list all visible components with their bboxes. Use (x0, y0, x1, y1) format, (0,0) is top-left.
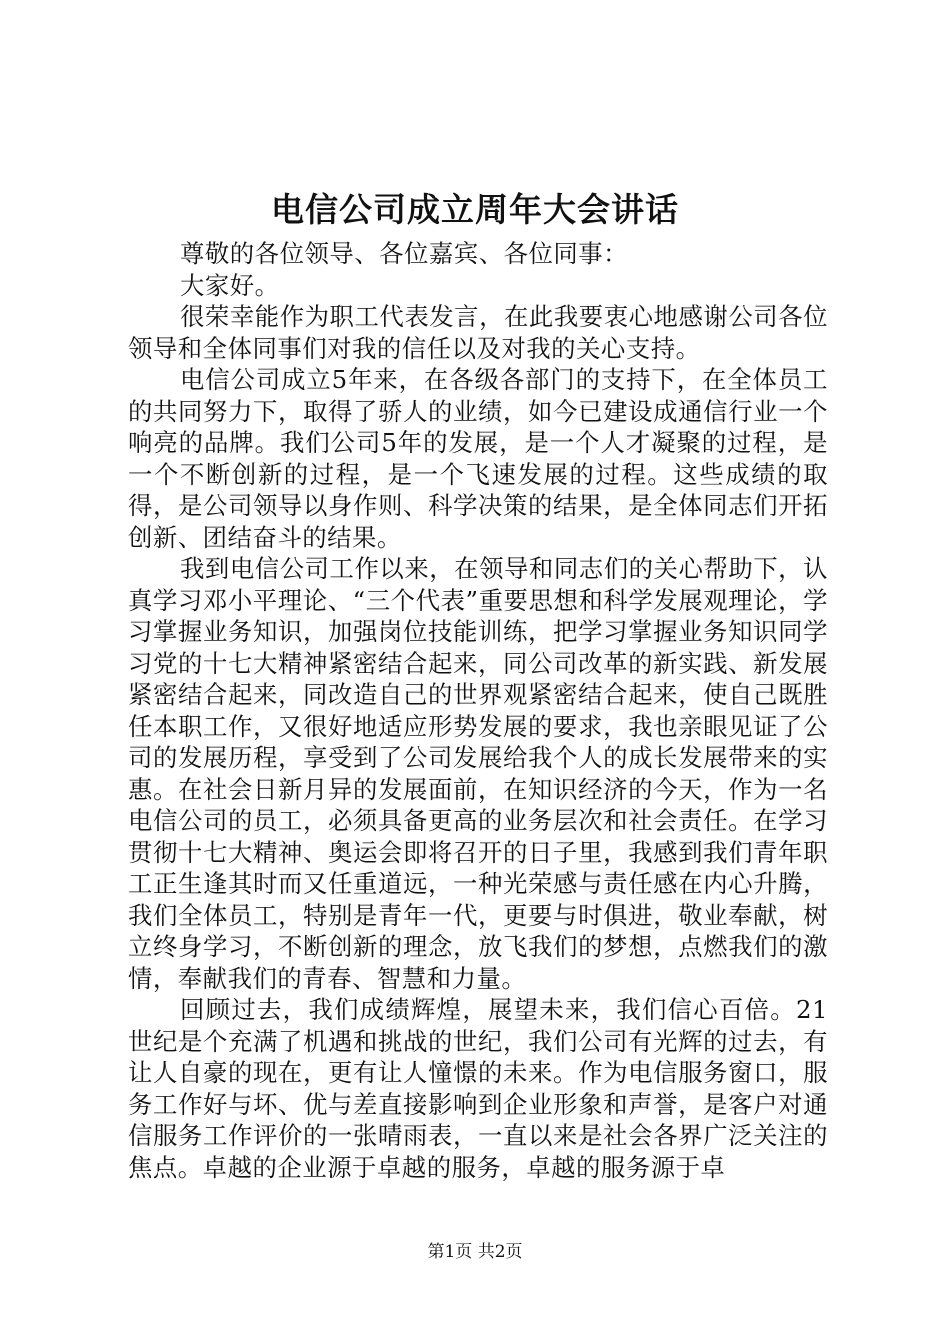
greeting: 大家好。 (180, 270, 280, 300)
paragraph: 我到电信公司工作以来，在领导和同志们的关心帮助下，认真学习邓小平理论、“三个代表”重要思想和科学发展观理论，学习掌握业务知识，加强岗位技能训练，把学习掌握业务知识同学习党的十七大精神紧密结合起来，同公司改革的新实践、新发展紧密结合起来，同改造自己的世界观紧密结合起来，使自己既胜任本职工作，又很好地适应形势发展的要求，我也亲眼见证了公司的发展历程，享受到了公司发展给我个人的成长发展带来的实惠。在社会日新月异的发展面前，在知识经济的今天，作为一名电信公司的员工，必须具备更高的业务层次和社会责任。在学习贯彻十七大精神、奥运会即将召开的日子里，我感到我们青年职工正生逢其时而又任重道远，一种光荣感与责任感在内心升腾，我们全体员工，特别是青年一代，更要与时俱进，敬业奉献，树立终身学习，不断创新的理念，放飞我们的梦想，点燃我们的激情，奉献我们的青春、智慧和力量。 (128, 554, 828, 993)
document-title: 电信公司成立周年大会讲话 (271, 190, 679, 229)
paragraph: 回顾过去，我们成绩辉煌，展望未来，我们信心百倍。21世纪是个充满了机遇和挑战的世纪，我们公司有光辉的过去，有让人自豪的现在，更有让人憧憬的未来。作为电信服务窗口，服务工作好与坏、优与差直接影响到企业形象和声誉，是客户对通信服务工作评价的一张晴雨表，一直以来是社会各界广泛关注的焦点。卓越的企业源于卓越的服务，卓越的服务源于卓 (128, 995, 828, 1182)
document-body (128, 238, 828, 1183)
paragraph: 电信公司成立5年来，在各级各部门的支持下，在全体员工的共同努力下，取得了骄人的业绩，如今已建设成通信行业一个响亮的品牌。我们公司5年的发展，是一个人才凝聚的过程，是一个不断创新的过程，是一个飞速发展的过程。这些成绩的取得，是公司领导以身作则、科学决策的结果，是全体同志们开拓创新、团结奋斗的结果。 (128, 365, 828, 552)
salutation: 尊敬的各位领导、各位嘉宾、各位同事： (180, 239, 629, 268)
page-footer: 第1页 共2页 (427, 1242, 523, 1262)
paragraph: 很荣幸能作为职工代表发言，在此我要衷心地感谢公司各位领导和全体同事们对我的信任以及对我的关心支持。 (128, 302, 828, 363)
